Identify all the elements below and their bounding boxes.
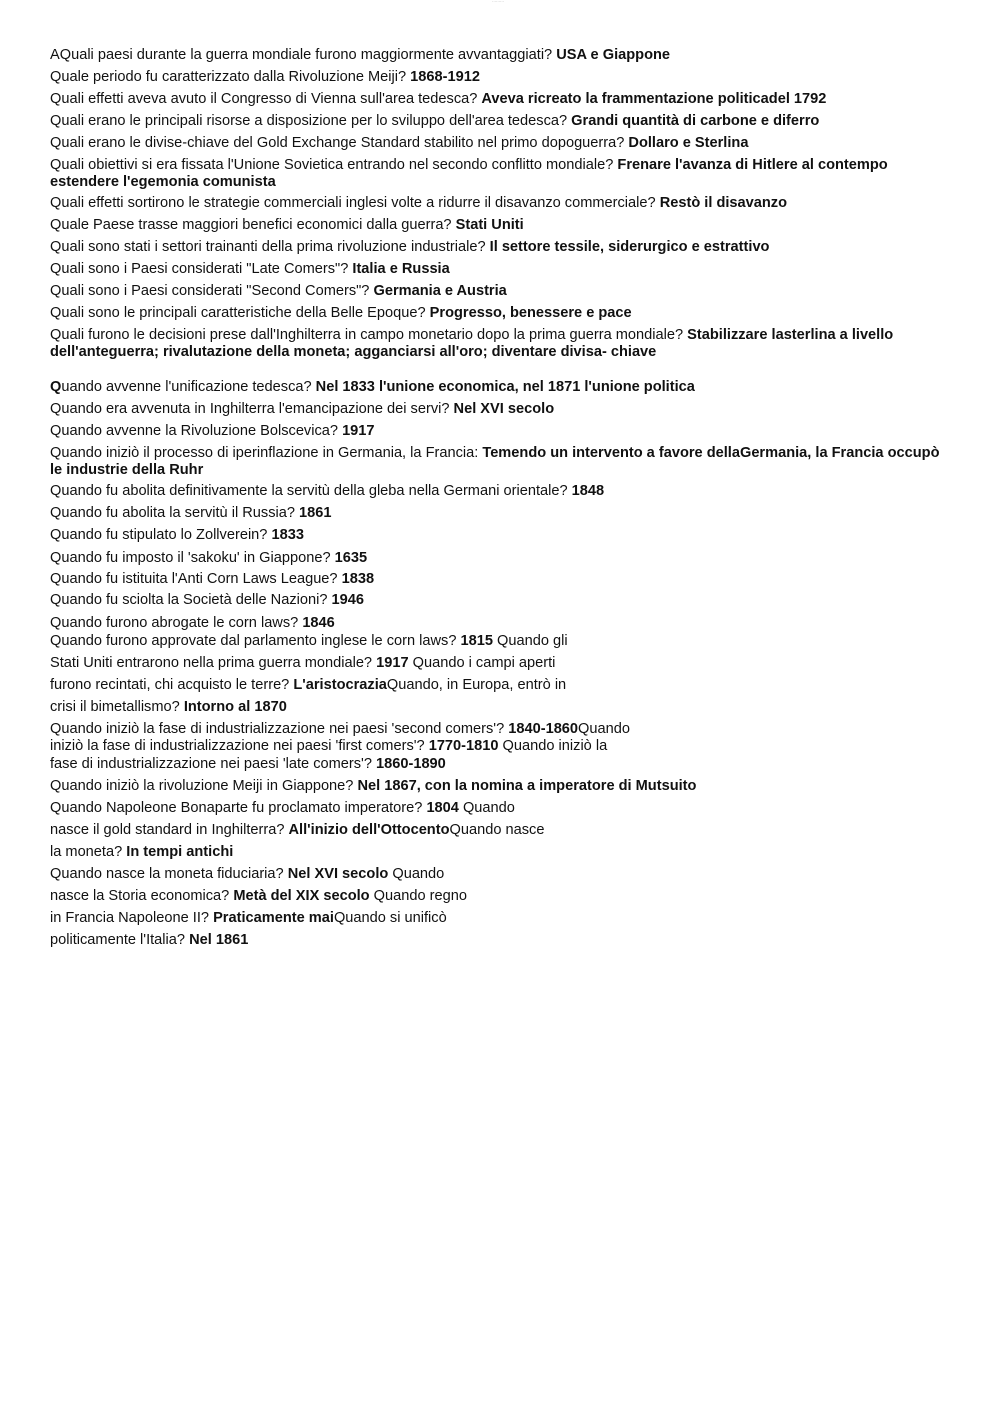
answer-fragment: Nel XVI secolo bbox=[287, 866, 389, 882]
text-line bbox=[50, 756, 950, 773]
qa-item bbox=[50, 157, 950, 191]
text-line bbox=[50, 633, 950, 650]
qa-item bbox=[50, 239, 950, 256]
question-text: Quali furono le decisioni prese dall'Inghilterra in campo monetario dopo la prima guerra mondiale? bbox=[50, 327, 688, 343]
question-initial: Q bbox=[50, 379, 62, 395]
question-text: Quando avvenne la Rivoluzione Bolscevica? bbox=[50, 423, 343, 439]
text-line bbox=[50, 932, 950, 949]
answer-text: Frenare l'avanza di Hitlere al contempo estendere l'egemonia comunista bbox=[50, 157, 892, 190]
answer-fragment: In tempi antichi bbox=[126, 844, 234, 860]
question-fragment: Quando Napoleone Bonaparte fu proclamato imperatore? bbox=[50, 800, 427, 816]
question-text: Quali obiettivi si era fissata l'Unione Sovietica entrando nel secondo conflitto mondiale? bbox=[50, 157, 618, 173]
header-mark: ········· bbox=[492, 0, 504, 4]
question-text: Quando fu istituita l'Anti Corn Laws League? bbox=[50, 571, 342, 587]
answer-text: 1946 bbox=[331, 592, 364, 608]
answer-fragment: Nel 1861 bbox=[189, 932, 249, 948]
question-fragment: Quando nasce la moneta fiduciaria? bbox=[50, 866, 288, 882]
answer-text: 1861 bbox=[299, 505, 332, 521]
qa-item bbox=[50, 550, 950, 567]
answer-text: 1917 bbox=[342, 423, 375, 439]
question-text: Quale periodo fu caratterizzato dalla Rivoluzione Meiji? bbox=[50, 69, 411, 85]
question-fragment: Quando, in Europa, entrò in bbox=[386, 677, 567, 693]
question-fragment: crisi il bimetallismo? bbox=[50, 699, 184, 715]
question-fragment: Quando si unificò bbox=[333, 910, 447, 926]
question-text: Quando era avvenuta in Inghilterra l'emancipazione dei servi? bbox=[50, 401, 454, 417]
question-text: Quando furono abrogate le corn laws? bbox=[50, 615, 303, 631]
question-fragment: in Francia Napoleone II? bbox=[50, 910, 214, 926]
question-text: Quali sono i Paesi considerati "Second Comers"? bbox=[50, 283, 374, 299]
qa-item bbox=[50, 91, 950, 108]
qa-item bbox=[50, 401, 950, 418]
question-text: Quando fu abolita definitivamente la servitù della gleba nella Germani orientale? bbox=[50, 483, 572, 499]
answer-text: 1848 bbox=[571, 483, 605, 499]
qa-item bbox=[50, 69, 950, 86]
question-fragment: Quando nasce bbox=[449, 822, 545, 838]
question-fragment: Quando furono approvate dal parlamento inglese le corn laws? bbox=[50, 633, 461, 649]
question-fragment: Quando gli bbox=[492, 633, 568, 649]
question-fragment: furono recintati, chi acquisto le terre? bbox=[50, 677, 294, 693]
answer-text: Restò il disavanzo bbox=[659, 195, 788, 211]
question-text: Quali erano le divise-chiave del Gold Exchange Standard stabilito nel primo dopoguerra? bbox=[50, 135, 629, 151]
question-text: Quali effetti aveva avuto il Congresso di Vienna sull'area tedesca? bbox=[50, 91, 482, 107]
answer-text: Stabilizzare lasterlina a livello dell'anteguerra; rivalutazione della moneta; agganciarsi all'oro; diventare divisa- chiave bbox=[50, 327, 898, 360]
text-line bbox=[50, 844, 950, 861]
question-fragment: Quando regno bbox=[369, 888, 467, 904]
qa-item bbox=[50, 305, 950, 322]
text-line bbox=[50, 800, 950, 817]
answer-fragment: 1840-1860 bbox=[508, 721, 579, 737]
qa-item bbox=[50, 283, 950, 300]
question-fragment: politicamente l'Italia? bbox=[50, 932, 190, 948]
answer-text: 1846 bbox=[302, 615, 335, 631]
answer-text: Temendo un intervento a favore dellaGermania, la Francia occupò le industrie della Ruhr bbox=[50, 445, 944, 478]
question-fragment: Stati Uniti entrarono nella prima guerra mondiale? bbox=[50, 655, 377, 671]
qa-item bbox=[50, 483, 950, 500]
question-text: Quando fu stipulato lo Zollverein? bbox=[50, 527, 272, 543]
qa-item bbox=[50, 261, 950, 278]
text-line bbox=[50, 655, 950, 672]
question-fragment: Quando bbox=[578, 721, 630, 737]
answer-text: 1868-1912 bbox=[410, 69, 480, 85]
question-text: Quando iniziò il processo di iperinflazione in Germania, la Francia: bbox=[50, 445, 483, 461]
qa-item bbox=[50, 615, 950, 632]
answer-text: 1635 bbox=[334, 550, 368, 566]
question-fragment: nasce la Storia economica? bbox=[50, 888, 234, 904]
qa-item bbox=[50, 571, 950, 588]
answer-fragment: 1860-1890 bbox=[376, 756, 446, 772]
answer-text: 1833 bbox=[271, 527, 304, 543]
question-text: Quali effetti sortirono le strategie commerciali inglesi volte a ridurre il disavanzo commerciale? bbox=[50, 195, 660, 211]
answer-fragment: 1804 bbox=[426, 800, 459, 816]
question-fragment: Quando iniziò la rivoluzione Meiji in Giappone? bbox=[50, 778, 358, 794]
qa-item bbox=[50, 505, 950, 522]
qa-item bbox=[50, 527, 950, 544]
answer-text: Dollaro e Sterlina bbox=[628, 135, 749, 151]
answer-text: Il settore tessile, siderurgico e estrattivo bbox=[489, 239, 770, 255]
answer-fragment: Praticamente mai bbox=[213, 910, 334, 926]
answer-fragment: 1770-1810 bbox=[428, 738, 499, 754]
text-line bbox=[50, 738, 950, 755]
text-line bbox=[50, 699, 950, 716]
answer-text: Nel XVI secolo bbox=[453, 401, 555, 417]
answer-fragment: Nel 1867, con la nomina a imperatore di Mutsuito bbox=[357, 778, 697, 794]
qa-item bbox=[50, 135, 950, 152]
answer-text: USA e Giappone bbox=[556, 47, 671, 63]
question-text: Quali sono stati i settori trainanti della prima rivoluzione industriale? bbox=[50, 239, 490, 255]
qa-item bbox=[50, 47, 950, 64]
qa-item bbox=[50, 113, 950, 130]
qa-list bbox=[50, 47, 950, 949]
question-text: Quando fu abolita la servitù il Russia? bbox=[50, 505, 300, 521]
question-fragment: iniziò la fase di industrializzazione nei paesi 'first comers'? bbox=[50, 738, 429, 754]
text-line bbox=[50, 910, 950, 927]
answer-text: Progresso, benessere e pace bbox=[429, 305, 632, 321]
answer-text: Germania e Austria bbox=[373, 283, 507, 299]
text-line bbox=[50, 866, 950, 883]
answer-fragment: L'aristocrazia bbox=[293, 677, 387, 693]
question-fragment: Quando i campi aperti bbox=[408, 655, 556, 671]
text-line bbox=[50, 721, 950, 738]
text-line bbox=[50, 822, 950, 839]
answer-fragment: 1815 bbox=[460, 633, 493, 649]
question-text: Quando fu imposto il 'sakoku' in Giappone? bbox=[50, 550, 335, 566]
qa-item bbox=[50, 423, 950, 440]
question-fragment: la moneta? bbox=[50, 844, 127, 860]
answer-text: Nel 1833 l'unione economica, nel 1871 l'unione politica bbox=[315, 379, 695, 395]
answer-fragment: All'inizio dell'Ottocento bbox=[288, 822, 450, 838]
answer-text: 1838 bbox=[341, 571, 375, 587]
question-fragment: Quando bbox=[388, 866, 445, 882]
question-text: uando avvenne l'unificazione tedesca? bbox=[61, 379, 316, 395]
answer-fragment: Intorno al 1870 bbox=[183, 699, 287, 715]
answer-fragment: 1917 bbox=[376, 655, 409, 671]
question-text: Quali sono i Paesi considerati "Late Comers"? bbox=[50, 261, 353, 277]
qa-item bbox=[50, 195, 950, 212]
answer-text: Aveva ricreato la frammentazione politicadel 1792 bbox=[481, 91, 827, 107]
question-fragment: Quando bbox=[458, 800, 515, 816]
question-fragment: fase di industrializzazione nei paesi 'late comers'? bbox=[50, 756, 376, 772]
question-text: Quando fu sciolta la Società delle Nazioni? bbox=[50, 592, 332, 608]
text-line bbox=[50, 888, 950, 905]
text-line bbox=[50, 677, 950, 694]
qa-item bbox=[50, 445, 950, 479]
answer-text: Italia e Russia bbox=[352, 261, 450, 277]
answer-fragment: Metà del XIX secolo bbox=[233, 888, 370, 904]
answer-text: Grandi quantità di carbone e diferro bbox=[571, 113, 820, 129]
question-text: Quali erano le principali risorse a disposizione per lo sviluppo dell'area tedesca? bbox=[50, 113, 572, 129]
question-fragment: nasce il gold standard in Inghilterra? bbox=[50, 822, 289, 838]
qa-item bbox=[50, 592, 950, 609]
question-text: AQuali paesi durante la guerra mondiale furono maggiormente avvantaggiati? bbox=[50, 47, 557, 63]
qa-item bbox=[50, 217, 950, 234]
text-line bbox=[50, 778, 950, 795]
question-fragment: Quando iniziò la bbox=[498, 738, 608, 754]
question-fragment: Quando iniziò la fase di industrializzazione nei paesi 'second comers'? bbox=[50, 721, 509, 737]
question-text: Quale Paese trasse maggiori benefici economici dalla guerra? bbox=[50, 217, 456, 233]
qa-item bbox=[50, 327, 950, 361]
question-text: Quali sono le principali caratteristiche della Belle Epoque? bbox=[50, 305, 430, 321]
qa-item bbox=[50, 379, 950, 396]
answer-text: Stati Uniti bbox=[455, 217, 524, 233]
